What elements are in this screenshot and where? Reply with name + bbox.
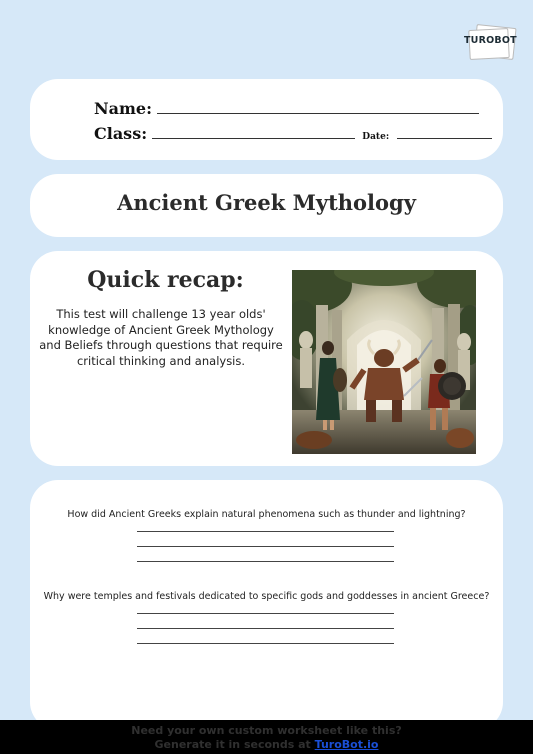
question-1-answer-line-3[interactable] [137, 561, 394, 562]
name-label: Name: [94, 99, 153, 118]
minotaur-scene-image [292, 270, 476, 454]
question-2-answer-line-1[interactable] [137, 613, 394, 614]
recap-card [30, 251, 503, 466]
title-card [30, 174, 503, 237]
question-2-answer-line-2[interactable] [137, 628, 394, 629]
questions-card [30, 480, 503, 730]
worksheet-title: Ancient Greek Mythology [117, 190, 416, 215]
question-2-answer-line-3[interactable] [137, 643, 394, 644]
logo-text: TUROBOT [464, 35, 517, 46]
name-row [94, 99, 479, 118]
name-line[interactable] [157, 101, 479, 114]
class-label: Class: [94, 124, 148, 143]
class-line[interactable] [152, 126, 355, 139]
question-1-answer-line-2[interactable] [137, 546, 394, 547]
date-line[interactable] [397, 126, 492, 139]
question-1-text: How did Ancient Greeks explain natural phenomena such as thunder and lightning? [67, 509, 466, 520]
question-1-answer-line-1[interactable] [137, 531, 394, 532]
turobot-logo [461, 26, 515, 58]
turobot-link[interactable]: TuroBot.io [314, 738, 379, 751]
date-label: Date: [362, 132, 390, 142]
class-row [94, 124, 492, 143]
recap-text: This test will challenge 13 year olds' knowledge of Ancient Greek Mythology and Beliefs through questions that require critical thinking and analysis. [39, 307, 283, 368]
footer-line-2 [0, 738, 533, 752]
name-class-card [30, 79, 503, 160]
recap-heading: Quick recap: [87, 267, 244, 293]
footer-banner [0, 720, 533, 754]
footer-line-2-prefix: Generate it in seconds at [154, 738, 315, 751]
footer-line-1: Need your own custom worksheet like this? [131, 724, 402, 737]
question-2-text: Why were temples and festivals dedicated to specific gods and goddesses in ancient Greece? [43, 591, 490, 602]
